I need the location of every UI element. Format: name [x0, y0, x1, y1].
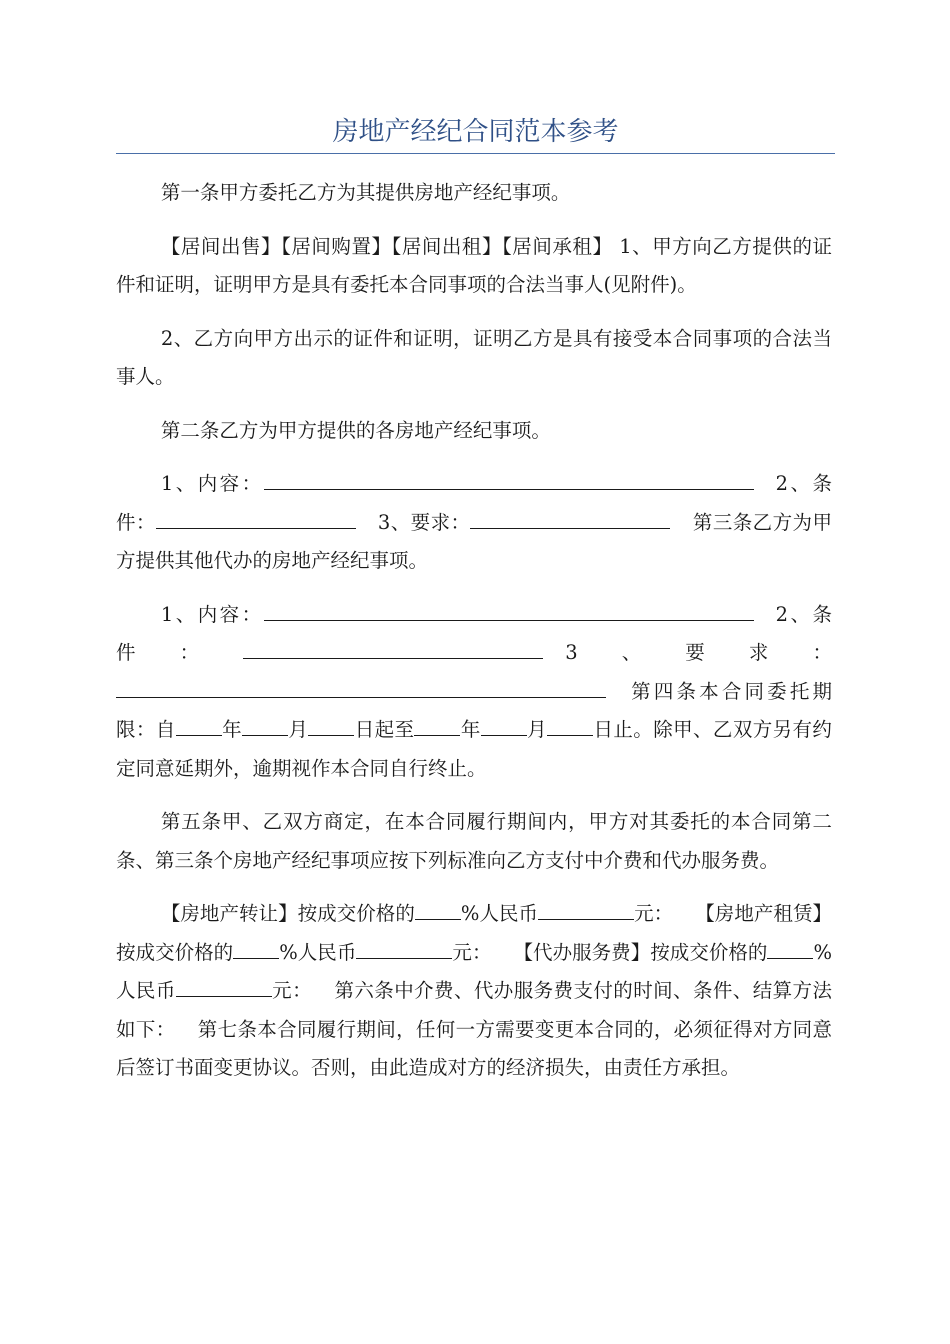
blank-service-percent: [767, 937, 813, 958]
blank-end-day: [547, 715, 593, 736]
label-content: 1、内容：: [160, 602, 264, 626]
blank-service-amount: [176, 976, 272, 997]
text-article-3: 第三条乙方为甲方提供其他代办的房地产经纪事项。: [116, 510, 832, 572]
blank-end-year: [414, 715, 460, 736]
blank-conditions: [243, 638, 543, 659]
text-article-4: 第四条本合同委托期限：自: [116, 679, 832, 741]
blank-requirements: [116, 676, 606, 697]
label-month: 月: [288, 718, 309, 741]
label-conditions: 2、条件：: [116, 602, 832, 664]
blank-transfer-percent: [415, 899, 461, 920]
title-underline: [116, 153, 835, 154]
blank-start-month: [242, 715, 288, 736]
label-day-from: 日起至: [354, 718, 415, 741]
label-lease-fee: 【房地产租赁】按成交价格的: [116, 902, 832, 964]
blank-start-year: [176, 715, 222, 736]
blank-start-day: [308, 715, 354, 736]
label-service-fee: 【代办服务费】按成交价格的: [513, 940, 768, 964]
label-percent-rmb: %人民币: [116, 940, 832, 1002]
paragraph-mediation-types: 【居间出售】【居间购置】【居间出租】【居间承租】 1、甲方向乙方提供的证件和证明，证明甲方是具有委托本合同事项的合法当事人(见附件)。: [116, 234, 832, 296]
label-conditions: 2、条件：: [116, 472, 832, 534]
label-month: 月: [526, 718, 548, 741]
paragraph-article-5: 第五条甲、乙双方商定，在本合同履行期间内，甲方对其委托的本合同第二条、第三条个房地产经纪事项应按下列标准向乙方支付中介费和代办服务费。: [116, 810, 832, 872]
paragraph-fees: [116, 895, 832, 1088]
paragraph-article-3-items: [116, 596, 832, 789]
blank-transfer-amount: [538, 899, 634, 920]
document-title: 房地产经纪合同范本参考: [332, 117, 619, 147]
paragraph-article-1: 第一条甲方委托乙方为其提供房地产经纪事项。: [160, 181, 571, 204]
label-content: 1、内容：: [160, 472, 264, 495]
paragraph-party-b-proof: 2、乙方向甲方出示的证件和证明，证明乙方是具有接受本合同事项的合法当事人。: [116, 326, 832, 388]
blank-content: [264, 469, 754, 490]
label-year: 年: [460, 718, 481, 741]
text-article-7: 第七条本合同履行期间，任何一方需要变更本合同的，必须征得对方同意后签订书面变更协议。否则，由此造成对方的经济损失，由责任方承担。: [116, 1017, 832, 1079]
label-percent-rmb: %人民币: [279, 940, 357, 964]
label-requirements: 3、要求：: [377, 510, 471, 534]
blank-requirements: [470, 507, 670, 528]
label-yuan: 元：: [271, 979, 313, 1002]
label-year: 年: [221, 718, 243, 741]
label-yuan: 元：: [452, 940, 492, 964]
blank-lease-amount: [356, 937, 452, 958]
paragraph-article-2-items: [116, 465, 832, 581]
paragraph-article-2: 第二条乙方为甲方提供的各房地产经纪事项。: [160, 418, 551, 442]
label-requirements: 3、要求：: [565, 641, 832, 664]
label-yuan: 元：: [634, 902, 674, 925]
blank-lease-percent: [233, 937, 279, 958]
text-term-end: 日止。除甲、乙双方另有约定同意延期外，逾期视作本合同自行终止。: [116, 718, 832, 780]
blank-end-month: [481, 715, 527, 736]
text-article-6: 第六条中介费、代办服务费支付的时间、条件、结算方法如下：: [116, 979, 832, 1041]
label-transfer-fee: 【房地产转让】按成交价格的: [160, 902, 415, 925]
blank-conditions: [156, 507, 356, 528]
document-body: [116, 174, 832, 1103]
label-percent-rmb: %人民币: [460, 902, 539, 925]
blank-content: [264, 599, 754, 620]
